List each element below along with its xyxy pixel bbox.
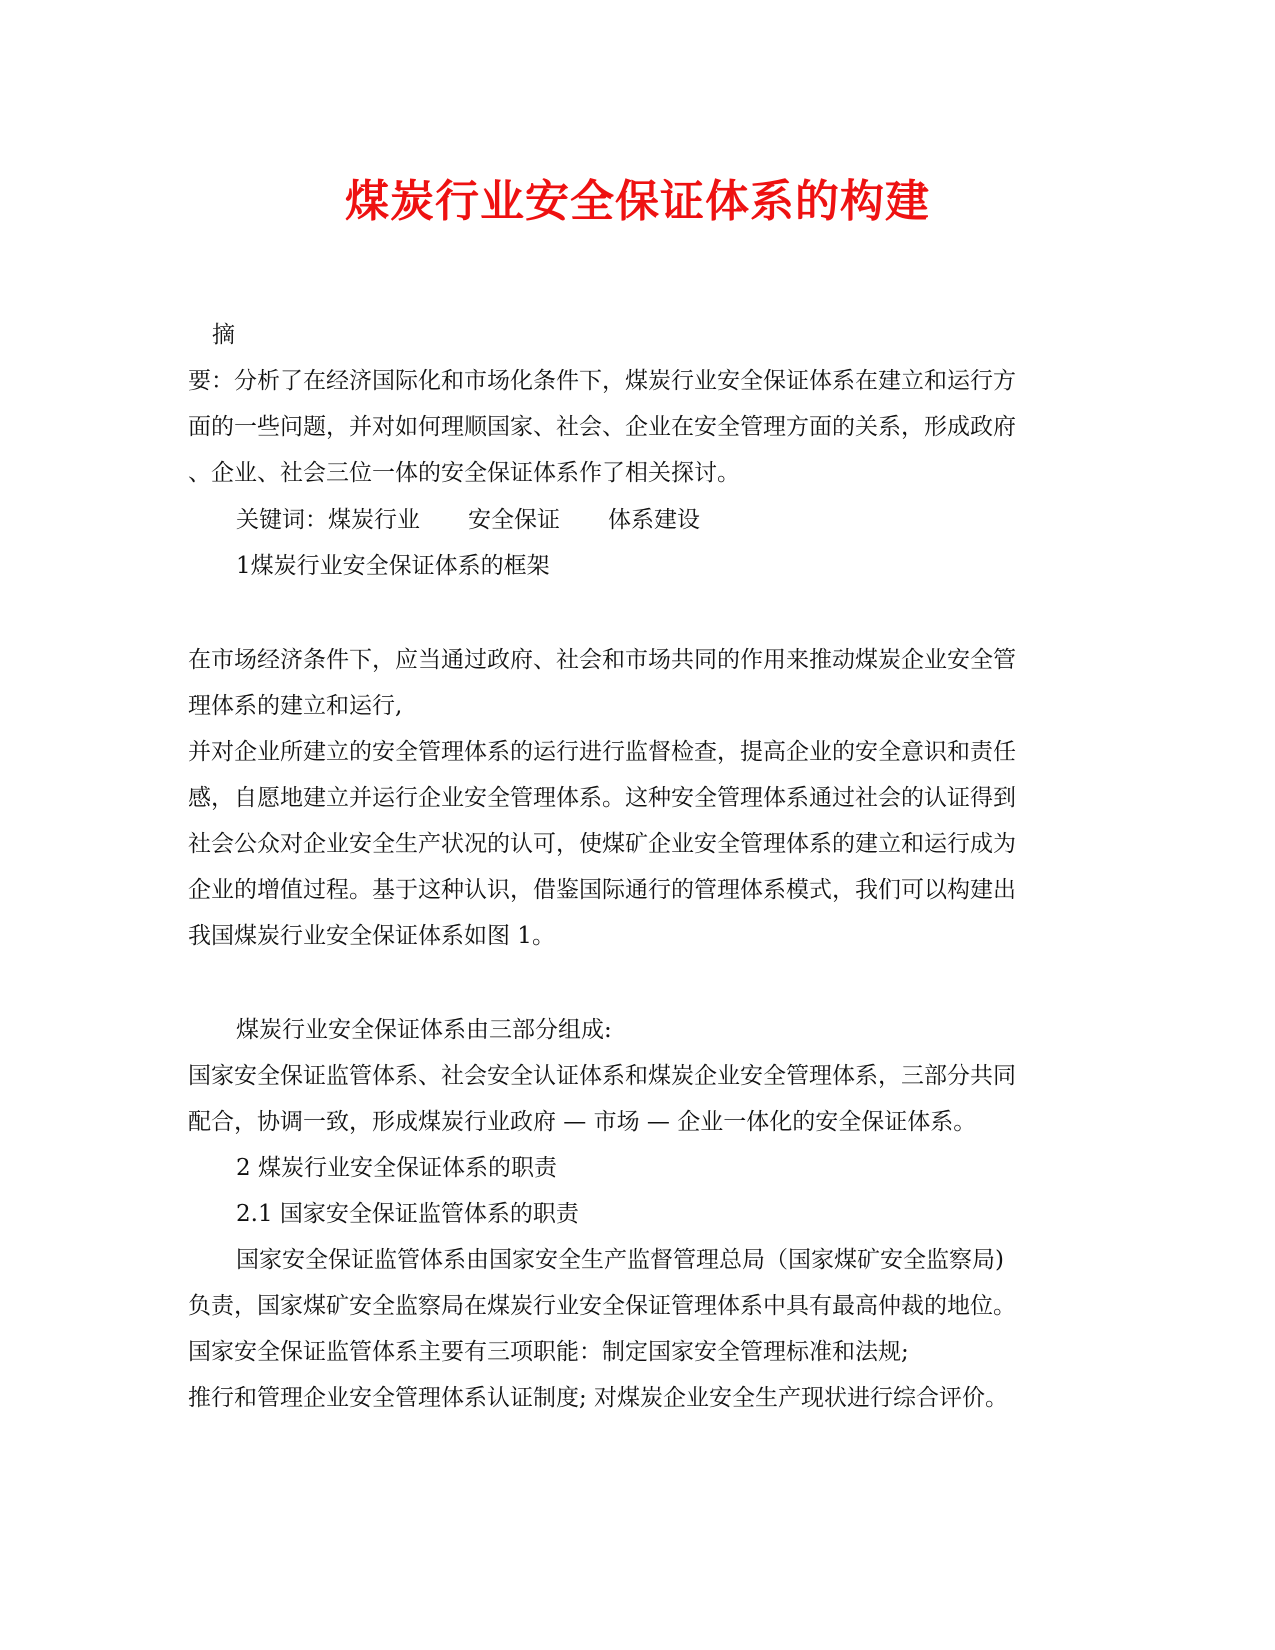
section-1-heading: 1煤炭行业安全保证体系的框架 (236, 553, 550, 579)
paragraph-line: 感，自愿地建立并运行企业安全管理体系。这种安全管理体系通过社会的认证得到 (188, 785, 1016, 811)
paragraph-line: 配合，协调一致，形成煤炭行业政府 — 市场 — 企业一体化的安全保证体系。 (188, 1109, 977, 1135)
keywords-line (236, 505, 1136, 535)
abstract-line: 要：分析了在经济国际化和市场化条件下，煤炭行业安全保证体系在建立和运行方 (188, 368, 1016, 394)
paragraph-line: 我国煤炭行业安全保证体系如图 1。 (188, 923, 555, 949)
section-2-heading: 2 煤炭行业安全保证体系的职责 (236, 1155, 557, 1181)
abstract-label: 摘 (212, 322, 235, 348)
paragraph-line: 国家安全保证监管体系、社会安全认证体系和煤炭企业安全管理体系，三部分共同 (188, 1063, 1016, 1089)
paragraph-line: 并对企业所建立的安全管理体系的运行进行监督检查，提高企业的安全意识和责任 (188, 739, 1016, 765)
composition-intro: 煤炭行业安全保证体系由三部分组成: (236, 1017, 612, 1043)
abstract-line: 面的一些问题，并对如何理顺国家、社会、企业在安全管理方面的关系，形成政府 (188, 414, 1016, 440)
paragraph-line: 在市场经济条件下，应当通过政府、社会和市场共同的作用来推动煤炭企业安全管 (188, 647, 1016, 673)
paragraph-line: 国家安全保证监管体系由国家安全生产监督管理总局（国家煤矿安全监察局) (236, 1247, 1004, 1273)
abstract-line: 、企业、社会三位一体的安全保证体系作了相关探讨。 (188, 460, 740, 486)
document-title: 煤炭行业安全保证体系的构建 (345, 176, 930, 227)
keyword-3: 体系建设 (608, 507, 700, 533)
keywords-label: 关键词：煤炭行业 (236, 507, 420, 533)
section-2-1-heading: 2.1 国家安全保证监管体系的职责 (236, 1201, 579, 1227)
paragraph-line: 推行和管理企业安全管理体系认证制度; 对煤炭企业安全生产现状进行综合评价。 (188, 1385, 1009, 1411)
paragraph-line: 国家安全保证监管体系主要有三项职能：制定国家安全管理标准和法规; (188, 1339, 909, 1365)
paragraph-line: 理体系的建立和运行, (188, 693, 403, 719)
keyword-2: 安全保证 (468, 507, 560, 533)
paragraph-line: 负责，国家煤矿安全监察局在煤炭行业安全保证管理体系中具有最高仲裁的地位。 (188, 1293, 1016, 1319)
paragraph-line: 社会公众对企业安全生产状况的认可，使煤矿企业安全管理体系的建立和运行成为 (188, 831, 1016, 857)
paragraph-line: 企业的增值过程。基于这种认识，借鉴国际通行的管理体系模式，我们可以构建出 (188, 877, 1016, 903)
